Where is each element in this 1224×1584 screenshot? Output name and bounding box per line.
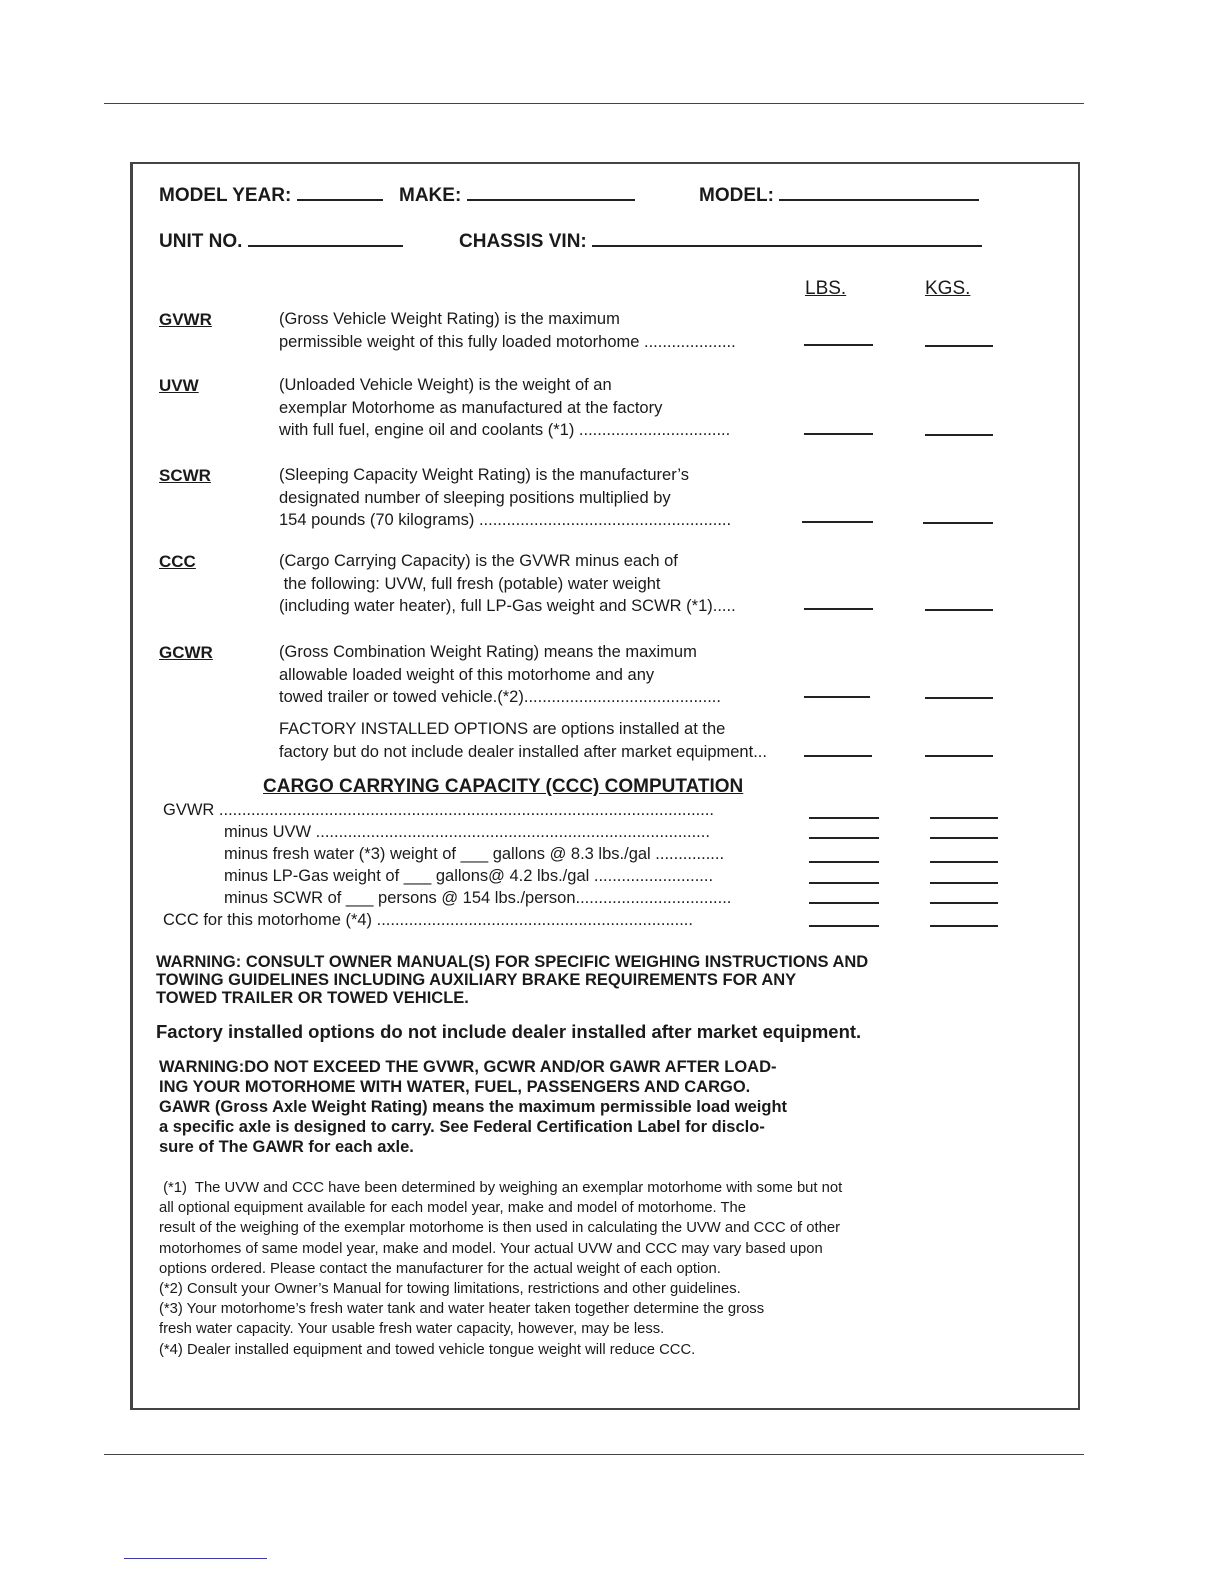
comp-minus-uvw-kgs-blank[interactable]: [930, 837, 998, 839]
comp-ccc-lbs-blank[interactable]: [809, 925, 879, 927]
gvwr-term: GVWR: [159, 310, 212, 329]
ccc-line-2: the following: UVW, full fresh (potable) water weight: [279, 574, 661, 593]
scwr-term: SCWR: [159, 466, 211, 485]
unit-no-blank[interactable]: [248, 245, 403, 247]
scwr-line-1: (Sleeping Capacity Weight Rating) is the manufacturer’s: [279, 466, 689, 484]
exceed-warning-line-3: GAWR (Gross Axle Weight Rating) means the maximum permissible load weight: [159, 1098, 788, 1116]
gvwr-kgs-blank[interactable]: [925, 345, 993, 347]
footnote-line-1: (*1) The UVW and CCC have been determined by weighing an exemplar motorhome with some but not: [159, 1180, 843, 1196]
comp-scwr-lbs-blank[interactable]: [809, 902, 879, 904]
gvwr-description: [279, 308, 736, 353]
scwr-line-3: 154 pounds (70 kilograms) .......................................................: [279, 511, 732, 529]
comp-gvwr-row: GVWR ............................................................................................................: [163, 801, 715, 819]
scwr-line-2: designated number of sleeping positions multiplied by: [279, 488, 671, 507]
make-blank[interactable]: [467, 199, 635, 201]
ccc-term: CCC: [159, 552, 196, 571]
towing-warning: [156, 953, 868, 1007]
comp-scwr-kgs-blank[interactable]: [930, 902, 998, 904]
footnote-line-3: result of the weighing of the exemplar motorhome is then used in calculating the UVW and CCC of other: [159, 1220, 841, 1237]
comp-gvwr-lbs-blank[interactable]: [809, 817, 879, 819]
factory-options-kgs-blank[interactable]: [925, 755, 993, 757]
scwr-kgs-blank[interactable]: [923, 522, 993, 524]
model-year-field[interactable]: [159, 185, 383, 207]
gcwr-lbs-blank[interactable]: [804, 696, 870, 698]
uvw-kgs-blank[interactable]: [925, 434, 993, 436]
make-label: MAKE:: [399, 185, 462, 206]
exceed-warning-line-1: WARNING:DO NOT EXCEED THE GVWR, GCWR AND/OR GAWR AFTER LOAD-: [159, 1058, 777, 1076]
ccc-lbs-blank[interactable]: [804, 608, 873, 610]
comp-fresh-water-row: minus fresh water (*3) weight of ___ gallons @ 8.3 lbs./gal ...............: [224, 845, 725, 863]
footnote-line-9: (*4) Dealer installed equipment and towed vehicle tongue weight will reduce CCC.: [159, 1341, 696, 1358]
exceed-warning-line-4: a specific axle is designed to carry. See Federal Certification Label for disclo-: [159, 1118, 765, 1136]
uvw-lbs-blank[interactable]: [804, 433, 873, 435]
footnote-line-4: motorhomes of same model year, make and model. Your actual UVW and CCC may vary based upon: [159, 1240, 823, 1257]
factory-options-description: [279, 718, 767, 763]
footnote-line-2: all optional equipment available for each model year, make and model of motorhome. The: [159, 1200, 747, 1217]
uvw-term: UVW: [159, 376, 199, 395]
gvwr-line-2: permissible weight of this fully loaded motorhome ....................: [279, 332, 736, 351]
comp-minus-uvw-lbs-blank[interactable]: [809, 837, 879, 839]
model-blank[interactable]: [779, 199, 979, 201]
factory-options-note: Factory installed options do not include dealer installed after market equipment.: [156, 1021, 862, 1042]
comp-fresh-water-kgs-blank[interactable]: [930, 861, 998, 863]
gcwr-line-3: towed trailer or towed vehicle.(*2)...........................................: [279, 688, 721, 706]
uvw-line-3: with full fuel, engine oil and coolants (*1) .................................: [279, 421, 731, 439]
comp-gvwr-kgs-blank[interactable]: [930, 817, 998, 819]
header-rule: [104, 103, 1084, 104]
footnote-line-7: (*3) Your motorhome’s fresh water tank and water heater taken together determine the gross: [159, 1301, 765, 1318]
footer-rule: [104, 1454, 1084, 1455]
footnote-line-6: (*2) Consult your Owner’s Manual for towing limitations, restrictions and other guidelines.: [159, 1281, 741, 1298]
footnote-line-8: fresh water capacity. Your usable fresh water capacity, however, may be less.: [159, 1321, 665, 1338]
uvw-line-2: exemplar Motorhome as manufactured at the factory: [279, 398, 663, 417]
model-year-label: MODEL YEAR:: [159, 185, 292, 206]
gcwr-description: [279, 641, 721, 709]
exceed-warning-line-2: ING YOUR MOTORHOME WITH WATER, FUEL, PASSENGERS AND CARGO.: [159, 1078, 751, 1096]
footer-link-rule: [124, 1558, 267, 1559]
comp-scwr-row: minus SCWR of ___ persons @ 154 lbs./person..................................: [224, 889, 732, 907]
gvwr-line-1: (Gross Vehicle Weight Rating) is the maximum: [279, 310, 620, 328]
gcwr-line-1: (Gross Combination Weight Rating) means the maximum: [279, 643, 697, 661]
gvwr-exceed-warning: [159, 1057, 787, 1157]
factory-options-line-2: factory but do not include dealer installed after market equipment...: [279, 742, 767, 761]
ccc-description: [279, 550, 736, 618]
ccc-line-1: (Cargo Carrying Capacity) is the GVWR minus each of: [279, 552, 678, 570]
exceed-warning-line-5: sure of The GAWR for each axle.: [159, 1138, 414, 1156]
comp-ccc-row: CCC for this motorhome (*4) .....................................................................: [163, 911, 693, 929]
footnote-line-5: options ordered. Please contact the manufacturer for the actual weight of each option.: [159, 1260, 721, 1277]
uvw-description: [279, 374, 730, 442]
towing-warning-line-1: WARNING: CONSULT OWNER MANUAL(S) FOR SPECIFIC WEIGHING INSTRUCTIONS AND: [156, 953, 869, 971]
ccc-line-3: (including water heater), full LP-Gas weight and SCWR (*1).....: [279, 597, 736, 615]
ccc-computation-title: CARGO CARRYING CAPACITY (CCC) COMPUTATION: [263, 776, 744, 797]
gvwr-lbs-blank[interactable]: [804, 344, 873, 346]
lbs-column-header: LBS.: [805, 278, 847, 299]
comp-fresh-water-lbs-blank[interactable]: [809, 861, 879, 863]
towing-warning-line-2: TOWING GUIDELINES INCLUDING AUXILIARY BRAKE REQUIREMENTS FOR ANY: [156, 971, 797, 989]
unit-no-label: UNIT NO.: [159, 231, 243, 252]
model-year-blank[interactable]: [297, 199, 383, 201]
gcwr-line-2: allowable loaded weight of this motorhome and any: [279, 665, 655, 684]
uvw-line-1: (Unloaded Vehicle Weight) is the weight of an: [279, 376, 612, 394]
scwr-lbs-blank[interactable]: [802, 521, 873, 523]
towing-warning-line-3: TOWED TRAILER OR TOWED VEHICLE.: [156, 989, 469, 1007]
chassis-vin-label: CHASSIS VIN:: [459, 231, 587, 252]
unit-no-field[interactable]: [159, 231, 403, 253]
chassis-vin-field[interactable]: [459, 231, 982, 253]
model-label: MODEL:: [699, 185, 774, 206]
gcwr-kgs-blank[interactable]: [925, 697, 993, 699]
comp-ccc-kgs-blank[interactable]: [930, 925, 998, 927]
gcwr-term: GCWR: [159, 643, 213, 662]
make-field[interactable]: [399, 185, 635, 207]
footnotes: [159, 1178, 842, 1360]
kgs-column-header: KGS.: [925, 278, 971, 299]
factory-options-line-1: FACTORY INSTALLED OPTIONS are options installed at the: [279, 720, 726, 738]
ccc-kgs-blank[interactable]: [925, 609, 993, 611]
scwr-description: [279, 464, 731, 532]
comp-lp-gas-kgs-blank[interactable]: [930, 882, 998, 884]
model-field[interactable]: [699, 185, 979, 207]
comp-lp-gas-row: minus LP-Gas weight of ___ gallons@ 4.2 lbs./gal ..........................: [224, 867, 714, 885]
comp-lp-gas-lbs-blank[interactable]: [809, 882, 879, 884]
factory-options-lbs-blank[interactable]: [804, 755, 872, 757]
chassis-vin-blank[interactable]: [592, 245, 982, 247]
comp-minus-uvw-row: minus UVW ......................................................................................: [224, 823, 710, 841]
